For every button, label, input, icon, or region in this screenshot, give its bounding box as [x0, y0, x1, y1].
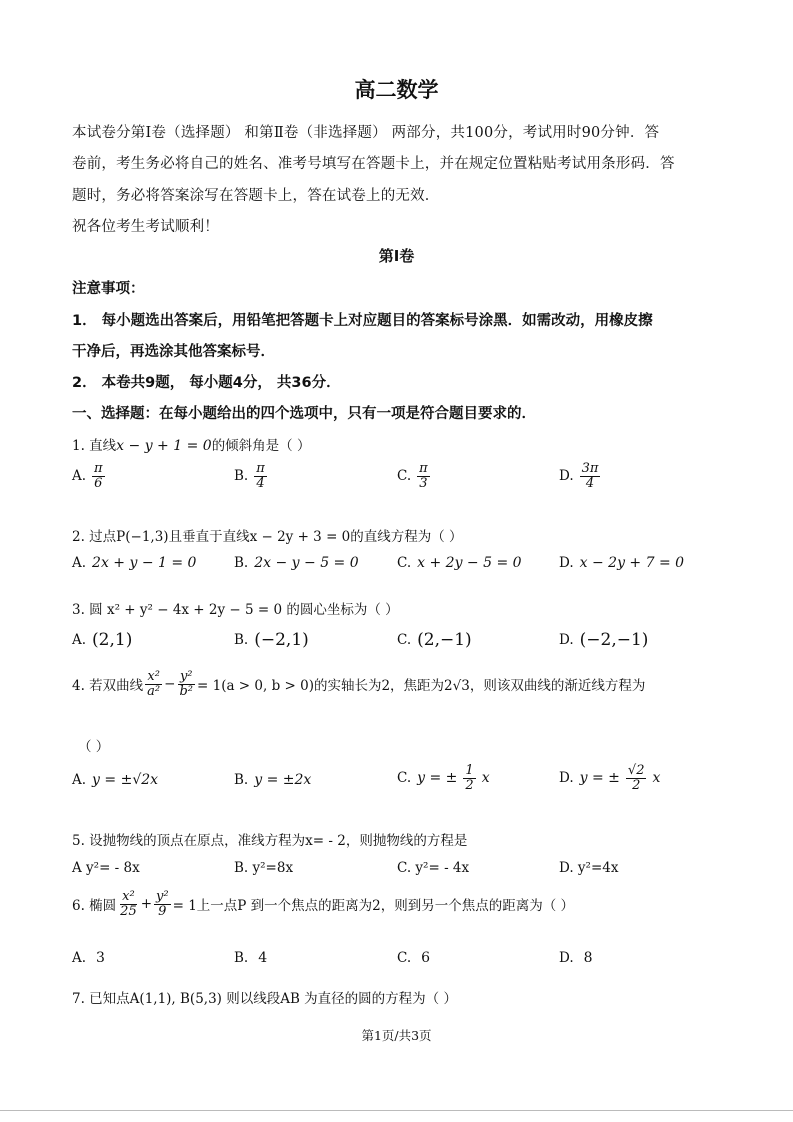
- q3-option-a[interactable]: [72, 630, 132, 650]
- q4-suffix: = 1(a > 0, b > 0)的实轴长为2，焦距为2√3，则该双曲线的渐近线方程为: [197, 678, 646, 695]
- option-label: A.: [72, 950, 87, 966]
- frac-num: 1: [465, 763, 474, 778]
- q5-option-b[interactable]: B. y²=8x: [234, 860, 294, 876]
- question-6: [72, 890, 574, 918]
- q3-option-b[interactable]: [234, 630, 309, 650]
- q1-prefix: 1. 直线: [72, 438, 117, 454]
- intro-line-3: 题时，务必将答案涂写在答题卡上，答在试卷上的无效．: [72, 188, 440, 204]
- q2-option-d[interactable]: [559, 555, 684, 571]
- frac-den: 6: [94, 475, 103, 491]
- option-text: 6: [421, 950, 431, 966]
- question-1: [72, 434, 310, 454]
- option-label: A.: [72, 772, 87, 788]
- frac-den: 9: [158, 903, 167, 919]
- q1-suffix: 的倾斜角是（ ）: [211, 438, 311, 454]
- option-label: B.: [234, 468, 249, 485]
- option-label: A.: [72, 555, 87, 571]
- frac-num: 3π: [581, 461, 599, 476]
- notice-item-1-line-2: 干净后，再选涂其他答案标号．: [72, 344, 275, 360]
- option-label: D.: [559, 770, 574, 787]
- q1-option-a[interactable]: [72, 462, 105, 490]
- option-label: D.: [559, 632, 574, 648]
- option-text: 3: [96, 950, 105, 966]
- option-label: C.: [397, 950, 412, 966]
- frac-num: x²: [122, 889, 135, 904]
- q4-option-b[interactable]: [234, 772, 311, 788]
- frac-den: a²: [147, 683, 161, 699]
- q4-fraction-y: [177, 670, 195, 698]
- q1-a-fraction: [92, 462, 105, 490]
- q4-minus: −: [164, 676, 176, 693]
- q6-option-d[interactable]: [559, 950, 593, 966]
- option-text: 4: [258, 950, 268, 966]
- q5-option-c[interactable]: C. y²= - 4x: [397, 860, 470, 876]
- q4-fraction-x: [145, 670, 162, 698]
- q6-fraction-x: [118, 890, 139, 918]
- frac-num: y²: [179, 669, 193, 684]
- option-text: y = ±: [417, 770, 458, 787]
- option-label: B.: [234, 632, 249, 648]
- option-text: y = ±√2x: [92, 772, 159, 788]
- question-5: 5. 设抛物线的顶点在原点，准线方程为x= - 2，则抛物线的方程是: [72, 833, 468, 849]
- option-text: 2x − y − 5 = 0: [254, 555, 359, 571]
- q6-plus: +: [140, 896, 153, 913]
- part1-heading: 一、选择题：在每小题给出的四个选项中，只有一项是符合题目要求的．: [72, 406, 536, 422]
- q1-expr: x − y + 1 = 0: [116, 438, 212, 454]
- frac-num: x²: [147, 669, 160, 684]
- option-label: A.: [72, 632, 87, 648]
- page-footer: 第1页/共3页: [361, 1028, 432, 1043]
- option-text: (−2,−1): [579, 630, 649, 650]
- q4-option-c[interactable]: [397, 764, 490, 792]
- page-title: 高二数学: [354, 78, 439, 102]
- option-text: y = ±2x: [254, 772, 312, 788]
- section-title: 第Ⅰ卷: [378, 247, 415, 265]
- frac-den: 4: [585, 475, 595, 491]
- frac-num: y²: [156, 889, 169, 904]
- frac-den: 25: [120, 903, 137, 919]
- option-text: x: [481, 770, 490, 787]
- q5-option-d[interactable]: D. y²=4x: [559, 860, 619, 876]
- q6-option-c[interactable]: [397, 950, 430, 966]
- q1-option-b[interactable]: [234, 462, 267, 490]
- q3-option-c[interactable]: [397, 630, 472, 650]
- option-text: x + 2y − 5 = 0: [417, 555, 522, 571]
- q2-option-b[interactable]: [234, 555, 359, 571]
- intro-line-4: 祝各位考生考试顺利！: [72, 219, 219, 235]
- frac-den: 2: [465, 777, 474, 793]
- option-label: C.: [397, 632, 412, 648]
- frac-num: π: [419, 461, 428, 476]
- frac-num: π: [94, 461, 103, 476]
- q4-paren: （ ）: [78, 739, 110, 755]
- option-label: C.: [397, 770, 412, 787]
- q4-c-fraction: [463, 764, 475, 792]
- question-4: [72, 670, 645, 698]
- option-text: x: [652, 770, 661, 787]
- q2-option-a[interactable]: [72, 555, 196, 571]
- q6-option-a[interactable]: [72, 950, 105, 966]
- frac-num: √2: [627, 763, 645, 778]
- q2-option-c[interactable]: [397, 555, 522, 571]
- frac-num: π: [256, 461, 265, 476]
- q6-option-b[interactable]: [234, 950, 267, 966]
- q6-fraction-y: [154, 890, 171, 918]
- question-7: 7. 已知点A(1,1), B(5,3) 则以线段AB 为直径的圆的方程为（ ）: [72, 991, 457, 1007]
- q4-d-fraction: [626, 764, 647, 792]
- option-label: A.: [72, 468, 87, 485]
- option-label: D.: [559, 555, 574, 571]
- option-text: (2,1): [92, 630, 133, 650]
- question-3: 3. 圆 x² + y² − 4x + 2y − 5 = 0 的圆心坐标为（ ）: [72, 602, 399, 618]
- frac-den: 3: [419, 475, 428, 491]
- option-text: (−2,1): [254, 630, 309, 650]
- option-label: B.: [234, 555, 249, 571]
- option-label: B.: [234, 772, 249, 788]
- q3-option-d[interactable]: [559, 630, 648, 650]
- q1-b-fraction: [254, 462, 267, 490]
- notice-item-1-line-1: 1． 每小题选出答案后，用铅笔把答题卡上对应题目的答案标号涂黑．如需改动，用橡皮擦: [72, 313, 653, 329]
- option-label: B.: [234, 950, 249, 966]
- q1-option-d[interactable]: [559, 462, 600, 490]
- bottom-divider: [0, 1110, 793, 1111]
- question-2: 2. 过点P(−1,3)且垂直于直线x − 2y + 3 = 0的直线方程为（ ）: [72, 529, 463, 545]
- q5-option-a[interactable]: A y²= - 8x: [72, 860, 140, 876]
- notice-heading: 注意事项：: [72, 281, 145, 297]
- q6-prefix: 6. 椭圆: [72, 898, 117, 915]
- option-text: x − 2y + 7 = 0: [579, 555, 685, 571]
- intro-line-1: 本试卷分第Ⅰ卷（选择题） 和第Ⅱ卷（非选择题） 两部分，共100分，考试用时90分钟．答: [72, 125, 660, 141]
- q4-prefix: 4. 若双曲线: [72, 678, 144, 695]
- q1-d-fraction: [580, 462, 601, 490]
- q4-option-d[interactable]: [559, 764, 660, 792]
- option-label: D.: [559, 468, 574, 485]
- intro-line-2: 卷前，考生务必将自己的姓名、准考号填写在答题卡上，并在规定位置粘贴考试用条形码．答: [72, 156, 675, 172]
- option-label: C.: [397, 468, 412, 485]
- frac-den: b²: [179, 683, 193, 699]
- frac-den: 4: [256, 475, 265, 491]
- option-text: 8: [583, 950, 593, 966]
- frac-den: 2: [632, 777, 641, 793]
- option-text: (2,−1): [417, 630, 472, 650]
- notice-item-2: 2． 本卷共9题， 每小题4分， 共36分．: [72, 375, 341, 391]
- option-label: D.: [559, 950, 574, 966]
- q4-option-a[interactable]: [72, 772, 158, 788]
- option-label: C.: [397, 555, 412, 571]
- q1-c-fraction: [417, 462, 430, 490]
- q1-option-c[interactable]: [397, 462, 430, 490]
- q6-suffix: = 1上一点P 到一个焦点的距离为2，则到另一个焦点的距离为（ ）: [172, 898, 575, 915]
- option-text: 2x + y − 1 = 0: [92, 555, 197, 571]
- option-text: y = ±: [579, 770, 620, 787]
